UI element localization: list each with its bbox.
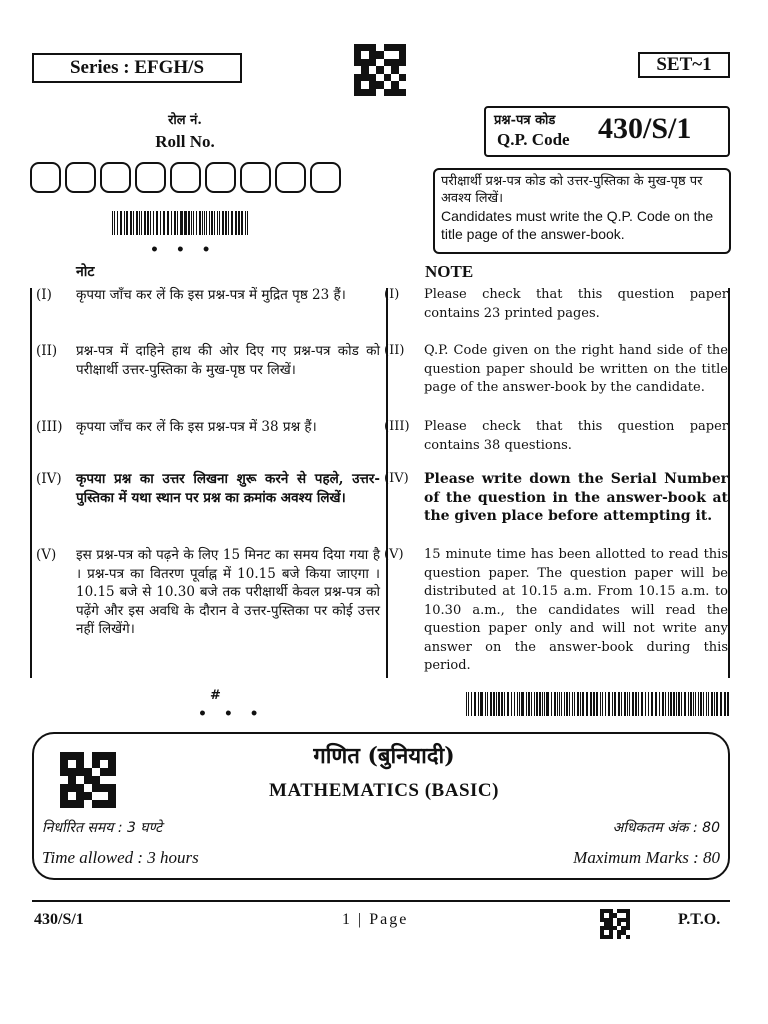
divider [728, 288, 730, 678]
roll-digit-box[interactable] [100, 162, 131, 193]
note-number: (III) [36, 419, 63, 435]
decorative-dots: • • • [150, 242, 217, 258]
note-text-hindi: प्रश्न-पत्र में दाहिने हाथ की ओर दिए गए प्रश्न-पत्र कोड को परीक्षार्थी उत्तर-पुस्तिका के मुख-पृष्ठ पर लिखें। [76, 343, 380, 378]
note-number: (IV) [36, 471, 62, 487]
qp-label-hindi: प्रश्न-पत्र कोड [494, 113, 556, 128]
qp-code-value: 430/S/1 [598, 112, 692, 145]
note-item-hindi [36, 470, 380, 507]
note-item [384, 470, 728, 526]
candidate-note: Candidates must write the Q.P. Code on the title page of the answer-book. [441, 208, 714, 242]
note-item [384, 546, 728, 676]
max-marks-hindi: अधिकतम अंक : 80 [612, 820, 720, 836]
note-number: (V) [384, 547, 404, 562]
time-allowed-hindi: निर्धारित समय : 3 घण्टे [42, 820, 163, 836]
set-label: SET~1 [638, 52, 730, 78]
note-item-hindi [36, 546, 380, 639]
pto-label: P.T.O. [678, 911, 721, 928]
note-number: (II) [36, 343, 58, 359]
roll-label: Roll No. [155, 132, 215, 151]
note-item [384, 418, 728, 455]
time-allowed: Time allowed : 3 hours [42, 848, 199, 867]
note-number: (III) [384, 419, 410, 434]
note-text: Q.P. Code given on the right hand side of the question paper should be written on the title page of the answer-book by the candidate. [424, 343, 728, 395]
max-marks: Maximum Marks : 80 [573, 848, 720, 867]
page-number: 1 | Page [342, 911, 409, 928]
roll-digit-box[interactable] [205, 162, 236, 193]
note-text-hindi: कृपया जाँच कर लें कि इस प्रश्न-पत्र में मुद्रित पृष्ठ 23 हैं। [76, 287, 346, 303]
hash-mark: # [210, 688, 221, 703]
barcode-right-icon [466, 692, 730, 716]
barcode-left-icon [112, 211, 250, 235]
divider [30, 288, 32, 678]
note-heading: NOTE [425, 262, 474, 281]
note-text: Please write down the Serial Number of the question in the answer-book at the given place before attempting it. [424, 471, 728, 524]
qp-label: Q.P. Code [497, 130, 570, 149]
roll-digit-box[interactable] [170, 162, 201, 193]
note-item-hindi [36, 418, 380, 437]
note-item-hindi [36, 286, 380, 305]
note-item [384, 286, 728, 323]
subject-title: MATHEMATICS (BASIC) [269, 780, 499, 801]
decorative-dots: • • • [198, 706, 265, 722]
note-number: (I) [36, 287, 52, 303]
note-text: Please check that this question paper contains 38 questions. [424, 419, 728, 453]
series-label: Series : EFGH/S [32, 53, 242, 83]
notes-section [30, 260, 732, 680]
qr-code-footer-icon [600, 909, 630, 939]
note-heading-hindi: नोट [76, 264, 95, 280]
note-text-hindi: कृपया जाँच कर लें कि इस प्रश्न-पत्र में 38 प्रश्न हैं। [76, 419, 317, 435]
roll-label-hindi: रोल नं. [168, 113, 202, 128]
footer-divider [32, 900, 730, 902]
note-number: (II) [384, 343, 405, 358]
roll-number-boxes[interactable] [30, 162, 345, 193]
roll-digit-box[interactable] [135, 162, 166, 193]
footer-qp-code: 430/S/1 [34, 911, 84, 928]
note-text-hindi: इस प्रश्न-पत्र को पढ़ने के लिए 15 मिनट का समय दिया गया है । प्रश्न-पत्र का वितरण पूर्वाह्न में 10.15 बजे किया जाएगा । 10.15 बजे से 10.30 बजे तक परीक्षार्थी केवल प्रश्न-पत्र को पढ़ेंगे और इस अवधि के दौरान वे उत्तर-पुस्तिका पर कोई उत्तर नहीं लिखेंगे। [76, 547, 380, 637]
roll-digit-box[interactable] [310, 162, 341, 193]
candidate-note-hindi: परीक्षार्थी प्रश्न-पत्र कोड को उत्तर-पुस्तिका के मुख-पृष्ठ पर अवश्य लिखें। [441, 174, 703, 206]
note-text: 15 minute time has been allotted to read this question paper. The question paper will be distributed at 10.15 a.m. From 10.15 a.m. to 10.30 a.m., the candidates will read the question paper only and will not write any answer on the answer-book during this period. [424, 547, 728, 673]
note-item [384, 342, 728, 398]
note-number: (I) [384, 287, 400, 302]
roll-digit-box[interactable] [240, 162, 271, 193]
note-text: Please check that this question paper contains 23 printed pages. [424, 287, 728, 321]
qr-code-top-icon [354, 44, 406, 96]
roll-digit-box[interactable] [65, 162, 96, 193]
note-item-hindi [36, 342, 380, 379]
subject-title-hindi: गणित (बुनियादी) [313, 743, 455, 769]
note-number: (IV) [384, 471, 409, 486]
roll-digit-box[interactable] [275, 162, 306, 193]
roll-digit-box[interactable] [30, 162, 61, 193]
note-number: (V) [36, 547, 57, 563]
candidate-instruction-box [433, 168, 731, 254]
note-text-hindi: कृपया प्रश्न का उत्तर लिखना शुरू करने से पहले, उत्तर-पुस्तिका में यथा स्थान पर प्रश्न का क्रमांक अवश्य लिखें। [76, 471, 380, 506]
